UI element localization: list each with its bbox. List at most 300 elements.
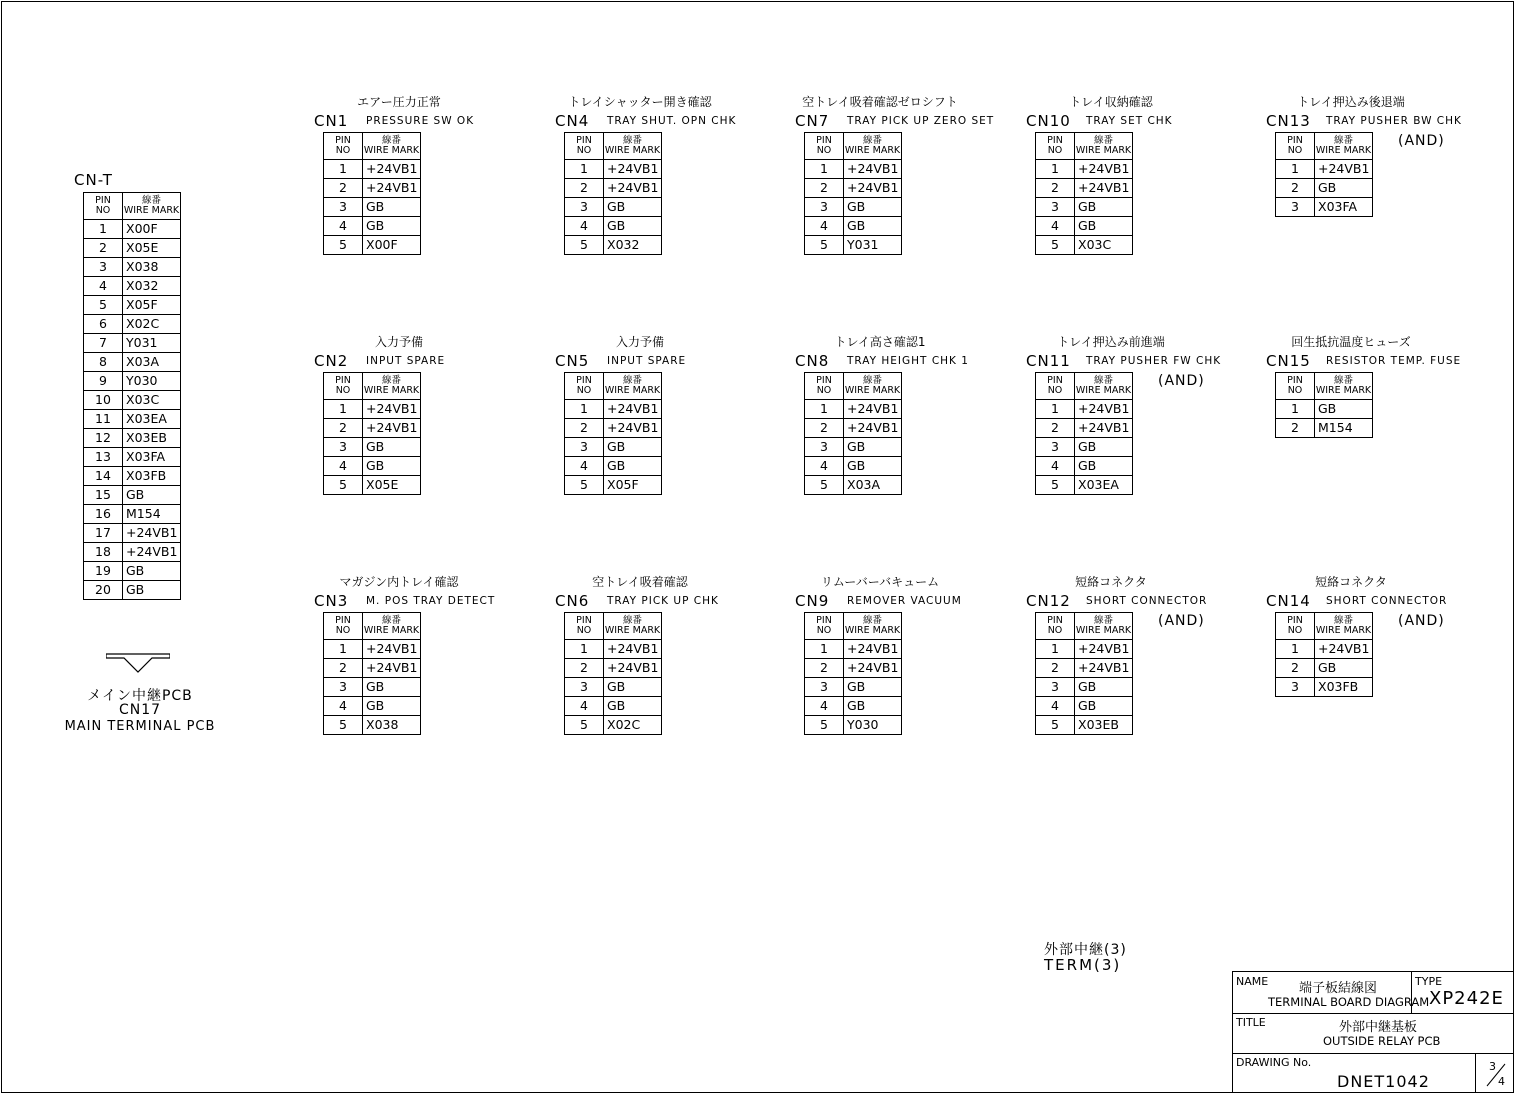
- connector-jp-label: 入力予備: [374, 335, 423, 349]
- pin-header-no: NO: [816, 145, 832, 156]
- wire-cell: +24VB1: [844, 659, 902, 678]
- wire-cell: X05F: [604, 476, 662, 495]
- pin-cell: 3: [565, 438, 604, 457]
- pin-header-no: NO: [1047, 625, 1063, 636]
- wire-cell: +24VB1: [1075, 400, 1133, 419]
- table-row: [565, 640, 662, 659]
- pin-header: [1276, 373, 1315, 400]
- connector-en-label: TRAY SHUT. OPN CHK: [607, 115, 737, 127]
- connector-jp-label: トレイ押込み後退端: [1297, 95, 1405, 109]
- pin-cell: 1: [1276, 160, 1315, 179]
- pin-cell: 2: [1276, 419, 1315, 438]
- wire-cell: +24VB1: [844, 419, 902, 438]
- pin-cell: 3: [1036, 678, 1075, 697]
- connector-jp-label: トレイ高さ確認1: [834, 335, 926, 349]
- pin-cell: 5: [1036, 716, 1075, 735]
- pin-cell: 1: [1036, 640, 1075, 659]
- connector-name: CN5: [555, 352, 590, 370]
- wire-cell: GB: [844, 438, 902, 457]
- wire-cell: GB: [363, 438, 421, 457]
- pin-cell: 5: [565, 716, 604, 735]
- wire-header: [1315, 133, 1373, 160]
- connector-name: CN1: [314, 112, 349, 130]
- pin-header-pin: PIN: [335, 135, 351, 146]
- wire-cell: GB: [1315, 400, 1373, 419]
- pin-header-no: NO: [816, 625, 832, 636]
- wire-header: [604, 133, 662, 160]
- wire-header: [1075, 613, 1133, 640]
- wire-header: [363, 613, 421, 640]
- wire-cell: GB: [1075, 697, 1133, 716]
- pin-cell: 12: [84, 429, 123, 448]
- wire-header-en: WIRE MARK: [1315, 385, 1372, 396]
- pin-cell: 3: [1036, 438, 1075, 457]
- wire-cell: GB: [1075, 457, 1133, 476]
- pin-header-pin: PIN: [1287, 375, 1303, 386]
- header-row: [805, 373, 902, 400]
- connector-en-label: TRAY HEIGHT CHK 1: [847, 355, 969, 367]
- pin-cell: 5: [805, 716, 844, 735]
- pin-header-pin: PIN: [335, 375, 351, 386]
- term-label-en: TERM(3): [1044, 956, 1122, 974]
- wire-header: [123, 193, 181, 220]
- table-row: [1276, 659, 1373, 678]
- pin-header-no: NO: [576, 625, 592, 636]
- connector-table: [804, 132, 902, 255]
- title-block: [1232, 971, 1513, 1093]
- table-row: [805, 640, 902, 659]
- wire-header-en: WIRE MARK: [1315, 625, 1372, 636]
- wire-cell: +24VB1: [604, 419, 662, 438]
- connector-name: CN14: [1266, 592, 1311, 610]
- wire-header: [604, 373, 662, 400]
- down-arrow-icon: [106, 652, 170, 674]
- connector-en-label: TRAY PICK UP ZERO SET: [847, 115, 995, 127]
- wire-header-jp: 線番: [141, 195, 161, 206]
- wire-cell: M154: [123, 505, 181, 524]
- table-row: [805, 659, 902, 678]
- name-jp: 端子板結線図: [1299, 981, 1378, 996]
- table-row: [324, 179, 421, 198]
- table-row: [84, 391, 181, 410]
- table-row: [805, 697, 902, 716]
- table-row: [565, 160, 662, 179]
- pin-cell: 2: [565, 179, 604, 198]
- table-row: [84, 581, 181, 600]
- pin-header-pin: PIN: [1047, 135, 1063, 146]
- pin-cell: 4: [565, 217, 604, 236]
- table-row: [84, 296, 181, 315]
- pin-header-pin: PIN: [95, 195, 111, 206]
- pin-cell: 5: [1036, 236, 1075, 255]
- pin-cell: 3: [805, 678, 844, 697]
- pin-cell: 5: [1036, 476, 1075, 495]
- wire-header-jp: 線番: [622, 135, 642, 146]
- wire-header-jp: 線番: [381, 375, 401, 386]
- header-row: [1276, 613, 1373, 640]
- pin-cell: 2: [1036, 419, 1075, 438]
- pin-cell: 4: [805, 697, 844, 716]
- pin-header: [1276, 133, 1315, 160]
- table-row: [565, 179, 662, 198]
- pin-header-no: NO: [1287, 145, 1303, 156]
- wire-cell: GB: [604, 438, 662, 457]
- connector-name: CN8: [795, 352, 830, 370]
- table-row: [1036, 640, 1133, 659]
- wire-header: [844, 133, 902, 160]
- table-row: [1276, 198, 1373, 217]
- wire-header-en: WIRE MARK: [1075, 385, 1132, 396]
- wire-cell: X00F: [363, 236, 421, 255]
- wire-cell: +24VB1: [363, 419, 421, 438]
- connector-name: CN2: [314, 352, 349, 370]
- wire-cell: +24VB1: [363, 400, 421, 419]
- connector-name: CN13: [1266, 112, 1311, 130]
- pin-header: [1036, 613, 1075, 640]
- connector-name: CN4: [555, 112, 590, 130]
- table-row: [324, 678, 421, 697]
- connector-table: [323, 372, 421, 495]
- table-row: [1036, 419, 1133, 438]
- pin-cell: 2: [324, 659, 363, 678]
- wire-cell: +24VB1: [123, 524, 181, 543]
- wire-cell: +24VB1: [844, 179, 902, 198]
- connector-en-label: M. POS TRAY DETECT: [366, 595, 496, 607]
- table-row: [324, 438, 421, 457]
- wire-cell: X032: [123, 277, 181, 296]
- wire-header: [1075, 133, 1133, 160]
- pin-cell: 15: [84, 486, 123, 505]
- table-row: [565, 678, 662, 697]
- pin-cell: 3: [805, 198, 844, 217]
- wire-header-en: WIRE MARK: [363, 385, 420, 396]
- table-row: [324, 659, 421, 678]
- pin-cell: 3: [565, 198, 604, 217]
- pin-cell: 4: [1036, 697, 1075, 716]
- connector-table: [564, 612, 662, 735]
- pin-cell: 4: [565, 697, 604, 716]
- table-row: [1276, 419, 1373, 438]
- pin-cell: 1: [805, 400, 844, 419]
- wire-cell: +24VB1: [1315, 640, 1373, 659]
- pin-header-no: NO: [1287, 625, 1303, 636]
- wire-cell: X03EA: [123, 410, 181, 429]
- wire-header-en: WIRE MARK: [844, 145, 901, 156]
- table-row: [84, 410, 181, 429]
- wire-cell: X03FB: [123, 467, 181, 486]
- table-row: [324, 198, 421, 217]
- pin-cell: 1: [1036, 400, 1075, 419]
- table-row: [1036, 457, 1133, 476]
- connector-jp-label: 入力予備: [615, 335, 664, 349]
- table-row: [84, 543, 181, 562]
- wire-cell: X038: [363, 716, 421, 735]
- pin-cell: 16: [84, 505, 123, 524]
- pin-cell: 17: [84, 524, 123, 543]
- wire-cell: GB: [1075, 438, 1133, 457]
- wire-cell: X02C: [604, 716, 662, 735]
- table-row: [1036, 678, 1133, 697]
- table-row: [565, 476, 662, 495]
- and-note: (AND): [1158, 373, 1205, 389]
- connector-table: [804, 612, 902, 735]
- wire-cell: X05F: [123, 296, 181, 315]
- table-row: [1036, 236, 1133, 255]
- wire-cell: X03FB: [1315, 678, 1373, 697]
- table-row: [324, 160, 421, 179]
- and-note: (AND): [1398, 133, 1445, 149]
- pin-header-no: NO: [1287, 385, 1303, 396]
- pin-header-pin: PIN: [576, 375, 592, 386]
- pin-header: [565, 373, 604, 400]
- table-row: [84, 372, 181, 391]
- pin-cell: 4: [324, 457, 363, 476]
- wire-cell: GB: [123, 562, 181, 581]
- pin-cell: 14: [84, 467, 123, 486]
- wire-header-en: WIRE MARK: [1075, 145, 1132, 156]
- type-label: TYPE: [1415, 975, 1443, 988]
- wire-cell: GB: [844, 457, 902, 476]
- wire-cell: X032: [604, 236, 662, 255]
- connector-jp-label: マガジン内トレイ確認: [339, 575, 459, 589]
- wire-cell: X03C: [1075, 236, 1133, 255]
- pin-header: [805, 133, 844, 160]
- connector-en-label: REMOVER VACUUM: [847, 595, 962, 607]
- connector-name: CN11: [1026, 352, 1071, 370]
- table-row: [84, 334, 181, 353]
- header-row: [324, 613, 421, 640]
- pin-header-no: NO: [1047, 385, 1063, 396]
- table-row: [84, 467, 181, 486]
- pin-header-pin: PIN: [576, 615, 592, 626]
- table-row: [1276, 678, 1373, 697]
- wire-cell: X03C: [123, 391, 181, 410]
- connector-table: [804, 372, 902, 495]
- pin-cell: 5: [324, 716, 363, 735]
- table-row: [805, 198, 902, 217]
- pin-header-pin: PIN: [1287, 615, 1303, 626]
- wire-header-jp: 線番: [862, 135, 882, 146]
- connector-name: CN12: [1026, 592, 1071, 610]
- connector-en-label: TRAY PICK UP CHK: [607, 595, 719, 607]
- pin-cell: 1: [565, 400, 604, 419]
- connector-table: [1275, 372, 1373, 438]
- pin-cell: 3: [84, 258, 123, 277]
- header-row: [1276, 133, 1373, 160]
- table-row: [805, 400, 902, 419]
- pin-cell: 1: [1276, 640, 1315, 659]
- title-en: OUTSIDE RELAY PCB: [1323, 1034, 1441, 1048]
- pin-header-no: NO: [1047, 145, 1063, 156]
- table-row: [1036, 716, 1133, 735]
- pin-header-no: NO: [576, 145, 592, 156]
- connector-jp-label: 空トレイ吸着確認: [592, 575, 688, 589]
- pin-header: [805, 613, 844, 640]
- pin-cell: 18: [84, 543, 123, 562]
- main-pcb-en: MAIN TERMINAL PCB: [64, 719, 216, 734]
- pin-cell: 2: [1036, 659, 1075, 678]
- wire-header-en: WIRE MARK: [604, 385, 661, 396]
- wire-cell: X03FA: [123, 448, 181, 467]
- sheet-num: 3: [1489, 1060, 1496, 1073]
- pin-cell: 3: [324, 198, 363, 217]
- wire-cell: GB: [363, 198, 421, 217]
- pin-cell: 5: [805, 236, 844, 255]
- connector-name: CN7: [795, 112, 830, 130]
- connector-en-label: RESISTOR TEMP. FUSE: [1326, 355, 1462, 367]
- connector-table: [564, 132, 662, 255]
- table-row: [565, 236, 662, 255]
- table-row: [805, 217, 902, 236]
- pin-cell: 4: [84, 277, 123, 296]
- pin-cell: 5: [565, 476, 604, 495]
- table-row: [565, 198, 662, 217]
- connector-jp-label: トレイ収納確認: [1069, 95, 1153, 109]
- wire-header-jp: 線番: [622, 615, 642, 626]
- table-row: [565, 659, 662, 678]
- wire-cell: +24VB1: [1075, 640, 1133, 659]
- pin-cell: 6: [84, 315, 123, 334]
- connector-table: [1035, 132, 1133, 255]
- wire-cell: GB: [844, 198, 902, 217]
- connector-table: [1275, 132, 1373, 217]
- table-row: [805, 678, 902, 697]
- wire-header-en: WIRE MARK: [604, 625, 661, 636]
- wire-cell: +24VB1: [604, 160, 662, 179]
- pin-cell: 5: [84, 296, 123, 315]
- wire-cell: Y031: [123, 334, 181, 353]
- wire-cell: Y030: [123, 372, 181, 391]
- pin-cell: 4: [565, 457, 604, 476]
- wire-cell: +24VB1: [363, 179, 421, 198]
- wire-header-en: WIRE MARK: [123, 205, 180, 216]
- table-row: [324, 716, 421, 735]
- header-row: [1036, 133, 1133, 160]
- pin-cell: 3: [1036, 198, 1075, 217]
- connector-en-label: INPUT SPARE: [366, 355, 446, 367]
- pin-cell: 4: [1036, 217, 1075, 236]
- pin-cell: 10: [84, 391, 123, 410]
- connector-name: CN3: [314, 592, 349, 610]
- table-row: [324, 400, 421, 419]
- table-row: [565, 716, 662, 735]
- connector-en-label: INPUT SPARE: [607, 355, 687, 367]
- header-row: [565, 133, 662, 160]
- wire-header-jp: 線番: [862, 375, 882, 386]
- table-row: [324, 217, 421, 236]
- cn-t-label: CN-T: [74, 171, 113, 189]
- pin-cell: 2: [805, 659, 844, 678]
- table-row: [84, 239, 181, 258]
- wire-cell: Y031: [844, 236, 902, 255]
- wire-header-en: WIRE MARK: [844, 625, 901, 636]
- wire-header-jp: 線番: [622, 375, 642, 386]
- pin-cell: 4: [1036, 457, 1075, 476]
- connector-jp-label: トレイ押込み前進端: [1057, 335, 1165, 349]
- table-row: [84, 429, 181, 448]
- pin-cell: 2: [1276, 659, 1315, 678]
- wire-cell: GB: [363, 697, 421, 716]
- header-row: [1036, 613, 1133, 640]
- table-row: [84, 486, 181, 505]
- wire-header: [363, 133, 421, 160]
- pin-cell: 4: [805, 457, 844, 476]
- pin-cell: 1: [805, 160, 844, 179]
- wire-cell: +24VB1: [844, 400, 902, 419]
- pin-header-no: NO: [335, 145, 351, 156]
- wire-cell: GB: [1075, 217, 1133, 236]
- connector-jp-label: 回生抵抗温度ヒューズ: [1291, 335, 1411, 349]
- connector-jp-label: 短絡コネクタ: [1315, 575, 1387, 589]
- wire-cell: GB: [1075, 678, 1133, 697]
- connector-table: [1035, 372, 1133, 495]
- table-row: [1276, 400, 1373, 419]
- wire-cell: +24VB1: [123, 543, 181, 562]
- wire-cell: +24VB1: [363, 160, 421, 179]
- main-pcb-cn: CN17: [118, 702, 162, 718]
- wire-cell: GB: [363, 217, 421, 236]
- wire-cell: +24VB1: [363, 640, 421, 659]
- wire-cell: GB: [604, 217, 662, 236]
- pin-header: [565, 133, 604, 160]
- pin-header: [805, 373, 844, 400]
- table-row: [805, 160, 902, 179]
- wire-cell: GB: [123, 486, 181, 505]
- pin-cell: 1: [324, 400, 363, 419]
- pin-header-pin: PIN: [1287, 135, 1303, 146]
- connector-jp-label: 短絡コネクタ: [1075, 575, 1147, 589]
- table-row: [565, 217, 662, 236]
- wire-header: [844, 613, 902, 640]
- pin-cell: 3: [324, 678, 363, 697]
- pin-cell: 3: [1276, 678, 1315, 697]
- header-row: [324, 133, 421, 160]
- table-row: [1276, 179, 1373, 198]
- wire-header-jp: 線番: [1093, 375, 1113, 386]
- table-row: [1036, 400, 1133, 419]
- drawing-label: DRAWING No.: [1236, 1056, 1312, 1069]
- table-row: [565, 400, 662, 419]
- pin-header-pin: PIN: [816, 375, 832, 386]
- table-row: [1036, 217, 1133, 236]
- wire-cell: GB: [604, 457, 662, 476]
- wire-header-en: WIRE MARK: [604, 145, 661, 156]
- table-row: [805, 476, 902, 495]
- wire-cell: X03EA: [1075, 476, 1133, 495]
- wire-header: [604, 613, 662, 640]
- pin-cell: 2: [1036, 179, 1075, 198]
- table-row: [565, 419, 662, 438]
- table-row: [84, 448, 181, 467]
- wire-cell: GB: [1315, 659, 1373, 678]
- wire-header: [1315, 613, 1373, 640]
- table-row: [1036, 438, 1133, 457]
- wire-header: [1315, 373, 1373, 400]
- table-row: [565, 697, 662, 716]
- pin-header-no: NO: [576, 385, 592, 396]
- wire-cell: Y030: [844, 716, 902, 735]
- wire-header-jp: 線番: [1093, 135, 1113, 146]
- table-row: [1036, 659, 1133, 678]
- wire-cell: GB: [123, 581, 181, 600]
- pin-cell: 7: [84, 334, 123, 353]
- table-row: [324, 457, 421, 476]
- wire-cell: GB: [604, 678, 662, 697]
- pin-header-pin: PIN: [816, 135, 832, 146]
- wire-cell: GB: [604, 697, 662, 716]
- connector-jp-label: 空トレイ吸着確認ゼロシフト: [802, 95, 958, 109]
- table-row: [324, 476, 421, 495]
